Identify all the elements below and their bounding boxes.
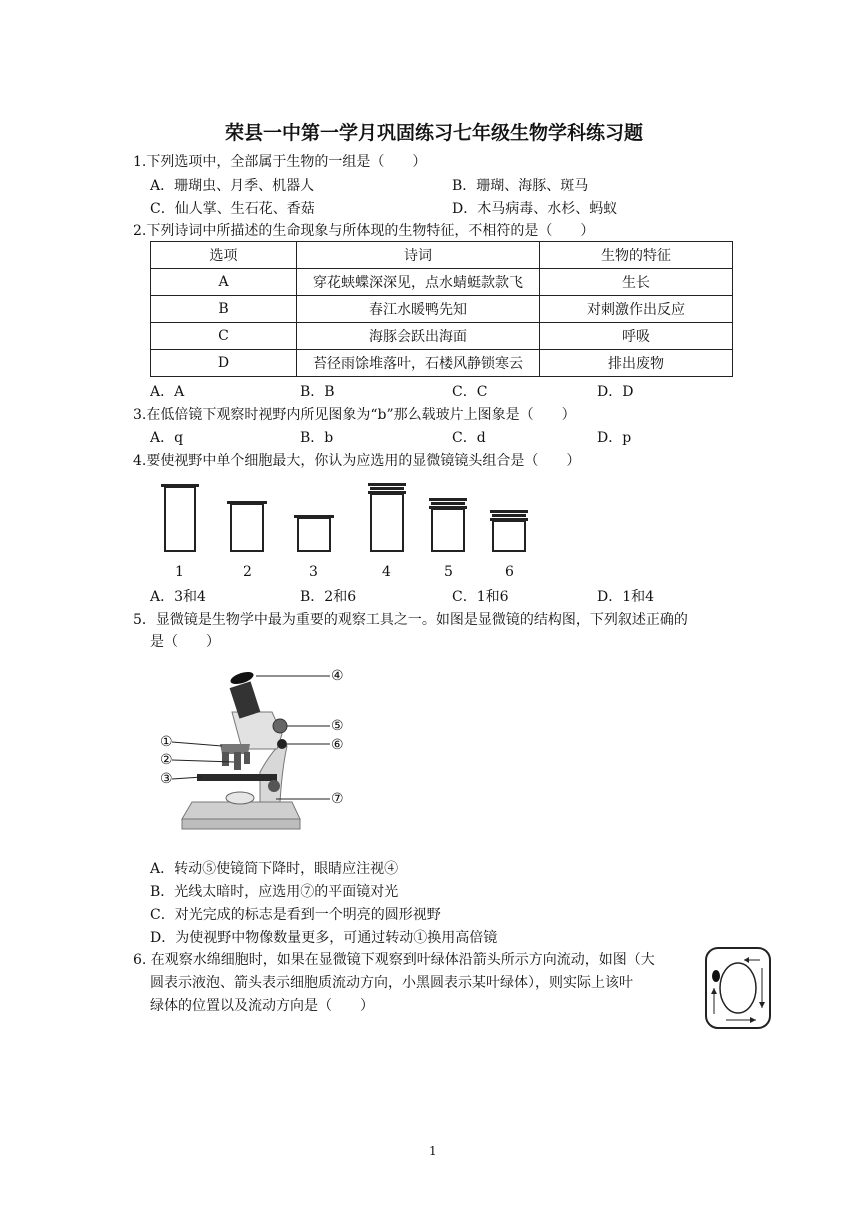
q6-line2: 圆表示液泡、箭头表示细胞质流动方向，小黑圆表示某叶绿体），则实际上该叶 xyxy=(150,975,633,991)
table-cell: 对刺激作出反应 xyxy=(540,296,733,323)
objective-5 xyxy=(429,498,467,551)
table-row xyxy=(151,323,733,350)
cell-diagram xyxy=(704,946,774,1032)
eyepiece-3 xyxy=(294,515,334,551)
q5-option-c: C．对光完成的标志是看到一个明亮的圆形视野 xyxy=(150,907,441,923)
q2-option-a: A．A xyxy=(150,384,185,400)
table-row xyxy=(151,296,733,323)
q2-stem: 2.下列诗词中所描述的生命现象与所体现的生物特征，不相符的是（ ） xyxy=(133,223,595,239)
q2-option-b: B．B xyxy=(300,384,335,400)
table-cell: 呼吸 xyxy=(540,323,733,350)
eyepiece-2 xyxy=(227,501,267,551)
page-title: 荣县一中第一学月巩固练习七年级生物学科练习题 xyxy=(224,122,643,144)
table-cell: 穿花蛱蝶深深见，点水蜻蜓款款飞 xyxy=(297,269,540,296)
microscope-diagram xyxy=(152,664,352,839)
q1-option-c: C．仙人掌、生石花、香菇 xyxy=(150,201,315,217)
q5-option-d: D．为使视野中物像数量更多，可通过转动①换用高倍镜 xyxy=(150,930,498,946)
microscope-label-1: ① xyxy=(160,734,173,750)
table-header-cell: 生物的特征 xyxy=(540,242,733,269)
q1-stem: 1.下列选项中，全部属于生物的一组是（ ） xyxy=(133,154,427,170)
q4-option-a: A．3和4 xyxy=(150,589,206,605)
objective-6 xyxy=(490,510,528,551)
q4-stem: 4.要使视野中单个细胞最大，你认为应选用的显微镜镜头组合是（ ） xyxy=(133,453,581,469)
q1-option-b: B．珊瑚、海豚、斑马 xyxy=(452,178,589,194)
q6-line1: 6. 在观察水绵细胞时，如果在显微镜下观察到叶绿体沿箭头所示方向流动，如图（大 xyxy=(133,952,655,968)
table-cell: D xyxy=(151,350,297,377)
table-cell: 排出废物 xyxy=(540,350,733,377)
table-cell: B xyxy=(151,296,297,323)
q5-stem-line2: 是（ ） xyxy=(150,634,220,650)
table-row xyxy=(151,269,733,296)
table-header-row xyxy=(151,242,733,269)
microscope-label-6: ⑥ xyxy=(331,737,344,753)
q6-line3: 绿体的位置以及流动方向是（ ） xyxy=(150,998,374,1014)
q1-option-d: D．木马病毒、水杉、蚂蚁 xyxy=(452,201,618,217)
q4-option-d: D．1和4 xyxy=(597,589,655,605)
lens-label: 6 xyxy=(505,564,514,580)
q2-option-d: D．D xyxy=(597,384,634,400)
q3-option-a: A．q xyxy=(150,430,184,446)
microscope-label-5: ⑤ xyxy=(331,718,344,734)
q3-option-c: C．d xyxy=(452,430,486,446)
q3-stem: 3.在低倍镜下观察时视野内所见图象为“b”那么载玻片上图象是（ ） xyxy=(133,407,576,423)
table-cell: 苔径雨馀堆落叶，石楼风静锁寒云 xyxy=(297,350,540,377)
lens-diagram xyxy=(155,481,555,556)
lens-label: 1 xyxy=(175,564,184,580)
q5-option-b: B．光线太暗时，应选用⑦的平面镜对光 xyxy=(150,884,399,900)
microscope-label-7: ⑦ xyxy=(331,791,344,807)
q3-option-b: B．b xyxy=(300,430,334,446)
q2-table xyxy=(150,241,733,377)
q2-option-c: C．C xyxy=(452,384,488,400)
microscope-label-4: ④ xyxy=(331,668,344,684)
q5-option-a: A．转动⑤使镜筒下降时，眼睛应注视④ xyxy=(150,861,399,877)
q4-option-b: B．2和6 xyxy=(300,589,357,605)
table-cell: 生长 xyxy=(540,269,733,296)
microscope-label-3: ③ xyxy=(160,771,173,787)
lens-label: 3 xyxy=(309,564,318,580)
eyepiece-1 xyxy=(161,484,199,551)
table-cell: C xyxy=(151,323,297,350)
table-header-cell: 选项 xyxy=(151,242,297,269)
table-row xyxy=(151,350,733,377)
q5-stem-line1: 5．显微镜是生物学中最为重要的观察工具之一。如图是显微镜的结构图，下列叙述正确的 xyxy=(133,612,688,628)
page-number: 1 xyxy=(429,1144,437,1158)
q4-option-c: C．1和6 xyxy=(452,589,509,605)
table-cell: 春江水暖鸭先知 xyxy=(297,296,540,323)
objective-4 xyxy=(368,483,406,551)
q3-option-d: D．p xyxy=(597,430,632,446)
q1-option-a: A．珊瑚虫、月季、机器人 xyxy=(150,178,315,194)
table-cell: 海豚会跃出海面 xyxy=(297,323,540,350)
table-header-cell: 诗词 xyxy=(297,242,540,269)
lens-label: 5 xyxy=(444,564,453,580)
microscope-label-2: ② xyxy=(160,752,173,768)
lens-label: 4 xyxy=(382,564,391,580)
table-cell: A xyxy=(151,269,297,296)
lens-label: 2 xyxy=(243,564,252,580)
